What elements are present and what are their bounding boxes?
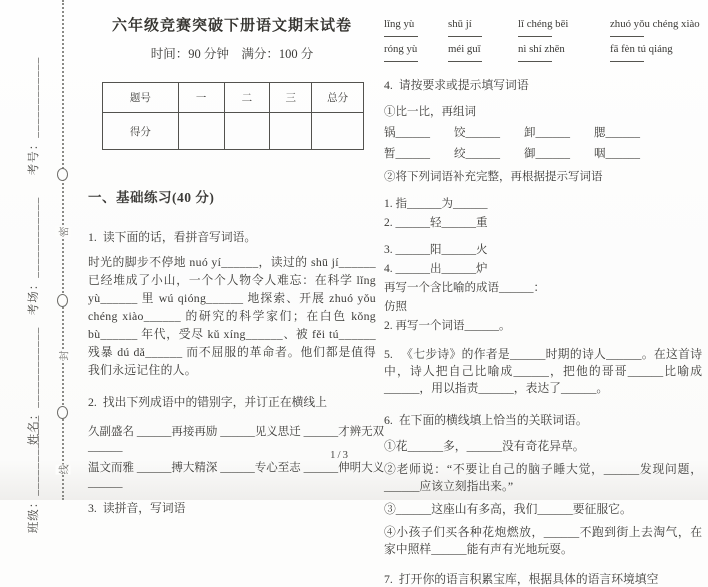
right-column <box>384 18 702 587</box>
question-number: 6. <box>384 413 393 427</box>
answer-blank <box>384 55 418 62</box>
seal-char-feng: 封 <box>56 351 71 361</box>
score-row-label: 得分 <box>103 113 179 150</box>
pinyin-cell <box>448 43 518 62</box>
pinyin-text: shū jí <box>448 18 472 30</box>
word-item: 绞______ <box>454 148 500 160</box>
fill-item: 2. ______轻______重 <box>384 217 488 229</box>
question-number: 1. <box>88 230 97 244</box>
word-item: 饺______ <box>454 127 500 139</box>
idiom-item: 再接再励 ______ <box>171 426 255 438</box>
idiom-item: 搏大精深 ______ <box>171 462 255 474</box>
question-text: 找出下列成语中的错别字，并订正在横线上 <box>102 395 328 409</box>
fill-item: 2. 再写一个词语______。 <box>384 320 511 332</box>
seal-circle-icon <box>57 294 68 307</box>
seal-circle-icon <box>57 168 68 181</box>
student-name-field: 姓名：____________ <box>28 326 40 446</box>
word-item: 御______ <box>524 148 570 160</box>
seal-dotted-line <box>62 0 64 500</box>
answer-blank <box>518 30 552 37</box>
seal-char-mi: 密 <box>56 227 71 237</box>
page-number: 1/3 <box>330 449 351 461</box>
question-4-sub2: ②将下列词语补充完整，再根据提示写词语 <box>384 171 603 183</box>
word-item: 腮______ <box>594 127 640 139</box>
seal-circle-icon <box>57 406 68 419</box>
question-number: 5. <box>384 347 393 361</box>
score-table-header: 总分 <box>312 83 364 113</box>
answer-blank <box>384 30 418 37</box>
pinyin-text: fā fèn tú qiáng <box>610 43 673 55</box>
pinyin-cell <box>518 43 610 62</box>
pinyin-cell <box>610 43 708 62</box>
question-text: 《七步诗》的作者是______时期的诗人______。在这首诗中，诗人把自己比喻成______，把他的哥哥______比喻成______，用以指责______，表达了______。 <box>384 347 702 395</box>
compare-words-row <box>384 124 702 140</box>
question-4-head <box>384 76 702 93</box>
question-text: 读拼音，写词语 <box>102 501 186 515</box>
pinyin-cell <box>384 43 448 62</box>
fill-item: 仿照 <box>384 301 407 313</box>
idiom-item: 温文而雅 ______ <box>88 462 172 474</box>
word-item: 咽______ <box>594 148 640 160</box>
fill-item: 4. ______出______炉 <box>384 263 488 275</box>
question-1-head <box>88 228 376 245</box>
question-text: 读下面的话，看拼音写词语。 <box>102 230 257 244</box>
conjunction-item: ①花______多，______没有奇花异草。 <box>384 439 585 453</box>
answer-blank <box>518 55 552 62</box>
question-number: 2. <box>88 395 97 409</box>
fill-item: 1. 指______为______ <box>384 198 488 210</box>
pinyin-text: lǐng yù <box>384 18 415 30</box>
fill-item: 再写一个含比喻的成语______： <box>384 282 545 294</box>
pinyin-text: róng yù <box>384 43 418 55</box>
pinyin-cell <box>610 18 708 37</box>
conjunction-item: ④小孩子们买各种花炮燃放，______不跑到街上去淘气，在家中照样______能有声有光地玩耍。 <box>384 525 702 556</box>
idiom-item: 久副盛名 ______ <box>88 426 172 438</box>
left-column <box>88 14 385 516</box>
exam-number-field: 考号：____________ <box>28 56 40 176</box>
question-1-body: 时光的脚步不停地 nuó yí______，读过的 shū jí______ 已经堆成了小山，一个个人物令人难忘：在科学 lǐng yù______ 里 wú qióng______ 地探索、开展 zhuó yǒu chéng xiào______ 的研究的科学家们；在白色 kǒng bù______ 年代，受尽 kǔ xíng______、被 fěi tú______ 残暴 dú dǎ______ 而不屈服的革命者。他们都是值得我们永远记住的人。 <box>88 255 376 377</box>
idiom-item: 才辨无双 <box>338 426 385 438</box>
pinyin-grid <box>384 18 702 62</box>
question-6-head <box>384 411 702 428</box>
question-4-sub1: ①比一比，再组词 <box>384 106 476 118</box>
question-text: 在下面的横线填上恰当的关联词语。 <box>398 413 588 427</box>
pinyin-text: nì shí zhēn <box>518 43 565 55</box>
answer-blank <box>448 55 482 62</box>
score-cell <box>178 113 224 150</box>
question-number: 7. <box>384 572 393 586</box>
pinyin-cell <box>384 18 448 37</box>
class-field: 班级：____________ <box>28 414 40 534</box>
word-item: 锅______ <box>384 127 430 139</box>
answer-blank <box>610 55 644 62</box>
score-table-header: 三 <box>270 83 312 113</box>
question-number: 4. <box>384 78 393 92</box>
word-item: 暂______ <box>384 148 430 160</box>
pinyin-text: lǐ chéng bēi <box>518 18 569 30</box>
exam-room-field: 考场：____________ <box>28 196 40 316</box>
seal-char-xian: 线 <box>56 465 71 475</box>
answer-blank <box>610 30 644 37</box>
question-5 <box>384 346 702 397</box>
score-cell <box>224 113 270 150</box>
answer-blank <box>448 30 482 37</box>
idiom-blank: ______ <box>88 477 123 489</box>
compare-words-row <box>384 145 702 161</box>
pinyin-text: méi guī <box>448 43 481 55</box>
score-table-header: 一 <box>178 83 224 113</box>
pinyin-cell <box>518 18 610 37</box>
question-2-head <box>88 393 376 410</box>
sealed-margin <box>0 0 80 534</box>
score-cell <box>312 113 364 150</box>
question-7-head <box>384 570 702 587</box>
score-cell <box>270 113 312 150</box>
score-table-header: 二 <box>224 83 270 113</box>
fill-item: 3. ______阳______火 <box>384 244 488 256</box>
word-item: 卸______ <box>524 127 570 139</box>
question-text: 打开你的语言积累宝库，根据具体的语言环境填空 <box>398 572 659 586</box>
question-number: 3. <box>88 501 97 515</box>
question-text: 请按要求或提示填写词语 <box>398 78 529 92</box>
exam-time-score: 时间：90 分钟 满分：100 分 <box>150 47 314 61</box>
pinyin-text: zhuó yǒu chéng xiào <box>610 18 700 30</box>
page-title: 六年级竞赛突破下册语文期末试卷 <box>111 18 352 34</box>
idiom-row <box>88 423 385 439</box>
question-3-head <box>88 499 376 516</box>
conjunction-item: ②老师说：“不要让自己的脑子睡大觉，______发现问题，______应该立刻指出来。” <box>384 462 702 493</box>
idiom-blank: ______ <box>88 441 123 453</box>
pinyin-cell <box>448 18 518 37</box>
idiom-item: 伸明大义 <box>338 462 385 474</box>
conjunction-item: ③______这座山有多高，我们______要征服它。 <box>384 502 632 516</box>
idiom-row <box>88 459 385 475</box>
section-1-title: 一、基础练习(40 分) <box>88 190 215 205</box>
score-table-header: 题号 <box>103 83 179 113</box>
score-table <box>102 82 364 150</box>
idiom-item: 专心至志 ______ <box>254 462 339 474</box>
idiom-item: 见义思迁 ______ <box>254 426 339 438</box>
